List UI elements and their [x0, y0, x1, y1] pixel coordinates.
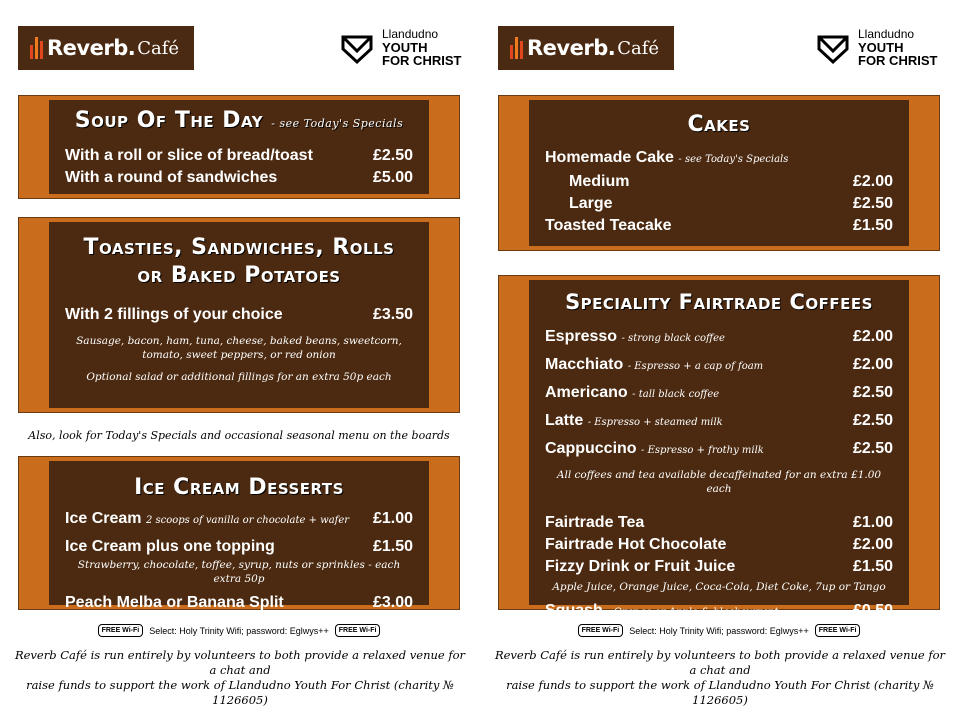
menu-item — [529, 215, 909, 237]
menu-item — [49, 508, 429, 532]
item-price: £1.00 — [852, 514, 893, 531]
icecream-inner — [49, 461, 429, 611]
reverb-cafe-logo — [18, 26, 194, 70]
item-price: £0.50 — [852, 602, 893, 619]
logo-word: Reverb. — [527, 36, 616, 60]
soup-title: Soup Of The Day — [74, 108, 264, 133]
item-name: Cappuccino — [545, 440, 637, 457]
menu-item — [529, 408, 909, 436]
menu-item — [529, 147, 909, 171]
menu-item — [49, 304, 429, 326]
soup-panel — [18, 95, 460, 199]
yfc-line1: Llandudno — [382, 27, 439, 41]
toasties-title-line1: Toasties, Sandwiches, Rolls — [83, 235, 395, 260]
menu-item — [529, 436, 909, 464]
item-price: £2.50 — [852, 195, 893, 212]
item-price: £3.00 — [372, 594, 413, 611]
logo-bars-icon — [510, 37, 523, 59]
item-note: - see Today's Specials — [678, 154, 789, 165]
icecream-panel — [18, 456, 460, 610]
menu-item — [529, 324, 909, 352]
wifi-text: Select: Holy Trinity Wifi; password: Eglwys++ — [149, 625, 329, 636]
wifi-badge-icon: FREE Wi-Fi — [578, 624, 624, 637]
logo-cafe: Café — [617, 37, 660, 59]
footer-line2: raise funds to support the work of Llandudno Youth For Christ (charity № 1126605) — [26, 678, 454, 707]
item-price: £2.00 — [852, 173, 893, 190]
toasties-extra: Optional salad or additional fillings for an extra 50p each — [86, 371, 392, 383]
item-name: With a round of sandwiches — [65, 169, 278, 186]
item-note: - strong black coffee — [621, 333, 725, 344]
icecream-title: Ice Cream Desserts — [134, 475, 344, 500]
toasties-title-line2: or Baked Potatoes — [137, 263, 341, 288]
item-name: Espresso — [545, 328, 618, 345]
item-name: Homemade Cake — [545, 149, 674, 166]
cakes-panel — [498, 95, 940, 251]
item-name: Americano — [545, 384, 628, 401]
yfc-heart-icon — [816, 31, 850, 65]
item-note: - Espresso + frothy milk — [641, 445, 764, 456]
item-note: - Espresso + a cap of foam — [627, 361, 764, 372]
item-price: £2.00 — [852, 356, 893, 373]
item-price: £1.50 — [372, 538, 413, 555]
toasties-inner — [49, 222, 429, 408]
soup-title-line — [49, 108, 429, 133]
specials-note: Also, look for Today's Specials and occasional seasonal menu on the boards — [28, 429, 450, 442]
item-price: £1.50 — [852, 217, 893, 234]
coffees-title: Speciality Fairtrade Coffees — [565, 290, 873, 314]
item-price: £2.50 — [852, 412, 893, 429]
footer-text — [10, 648, 470, 708]
item-note: - Orange or Apple & blackcurrant — [607, 607, 779, 618]
juices-list: Apple Juice, Orange Juice, Coca-Cola, Diet Coke, 7up or Tango — [552, 581, 886, 593]
item-note: - Espresso + steamed milk — [587, 417, 723, 428]
decaf-note: All coffees and tea available decaffeinated for an extra £1.00 each — [556, 469, 882, 495]
reverb-cafe-logo — [498, 26, 674, 70]
coffees-inner — [529, 280, 909, 619]
menu-item — [529, 380, 909, 408]
footer-line1: Reverb Café is run entirely by volunteers to both provide a relaxed venue for a chat and — [494, 648, 946, 677]
menu-item — [49, 536, 429, 558]
item-name: Medium — [569, 173, 630, 190]
item-name: Ice Cream — [65, 510, 142, 527]
item-name: Fairtrade Tea — [545, 514, 645, 531]
menu-item — [529, 193, 909, 215]
item-name: Fizzy Drink or Fruit Juice — [545, 558, 736, 575]
wifi-badge-icon: FREE Wi-Fi — [815, 624, 861, 637]
item-name: Peach Melba or Banana Split — [65, 594, 284, 611]
item-price: £2.50 — [852, 384, 893, 401]
item-price: £3.50 — [372, 306, 413, 323]
logo-bars-icon — [30, 37, 43, 59]
yfc-line3: FOR CHRIST — [858, 53, 938, 68]
menu-item — [529, 534, 909, 556]
item-name: Fairtrade Hot Chocolate — [545, 536, 727, 553]
item-price: £2.00 — [852, 536, 893, 553]
menu-item — [529, 600, 909, 624]
item-price: £1.50 — [852, 558, 893, 575]
menu-item — [529, 556, 909, 578]
wifi-badge-icon: FREE Wi-Fi — [98, 624, 144, 637]
item-price: £1.00 — [372, 510, 413, 527]
footer-text — [490, 648, 950, 708]
yfc-line2: YOUTH — [382, 40, 428, 55]
wifi-info — [498, 624, 940, 637]
right-menu-page — [480, 0, 960, 707]
yfc-logo — [340, 28, 461, 67]
item-name: Ice Cream plus one topping — [65, 538, 275, 555]
yfc-heart-icon — [340, 31, 374, 65]
menu-item — [529, 512, 909, 534]
cakes-title: Cakes — [687, 112, 751, 137]
menu-item — [529, 171, 909, 193]
soup-inner — [49, 100, 429, 194]
footer-line1: Reverb Café is run entirely by volunteers to both provide a relaxed venue for a chat and — [14, 648, 466, 677]
yfc-line1: Llandudno — [858, 27, 915, 41]
yfc-logo — [816, 28, 937, 67]
yfc-line2: YOUTH — [858, 40, 904, 55]
left-menu-page — [0, 0, 480, 707]
yfc-line3: FOR CHRIST — [382, 53, 462, 68]
wifi-info — [18, 624, 460, 637]
footer-line2: raise funds to support the work of Llandudno Youth For Christ (charity № 1126605) — [506, 678, 934, 707]
item-name: With a roll or slice of bread/toast — [65, 147, 313, 164]
soup-note: - see Today's Specials — [271, 117, 404, 130]
item-name: With 2 fillings of your choice — [65, 306, 283, 323]
item-note: - tall black coffee — [632, 389, 720, 400]
menu-item — [49, 592, 429, 614]
menu-item — [49, 145, 429, 167]
item-name: Squash — [545, 602, 603, 619]
logo-cafe: Café — [137, 37, 180, 59]
coffees-panel — [498, 275, 940, 619]
toasties-panel — [18, 217, 460, 413]
item-name: Latte — [545, 412, 584, 429]
item-name: Large — [569, 195, 613, 212]
item-name: Macchiato — [545, 356, 624, 373]
cakes-inner — [529, 100, 909, 246]
item-price: £2.50 — [852, 440, 893, 457]
logo-word: Reverb. — [47, 36, 136, 60]
item-price: £5.00 — [372, 169, 413, 186]
item-note: 2 scoops of vanilla or chocolate + wafer — [145, 515, 350, 526]
wifi-text: Select: Holy Trinity Wifi; password: Eglwys++ — [629, 625, 809, 636]
icecream-toppings: Strawberry, chocolate, toffee, syrup, nuts or sprinkles - each extra 50p — [77, 559, 401, 585]
toasties-title — [49, 234, 429, 290]
wifi-badge-icon: FREE Wi-Fi — [335, 624, 381, 637]
menu-item — [529, 352, 909, 380]
toasties-fillings: Sausage, bacon, ham, tuna, cheese, baked beans, sweetcorn, tomato, sweet peppers, or red onion — [76, 335, 402, 361]
menu-item — [49, 167, 429, 189]
item-name: Toasted Teacake — [545, 217, 672, 234]
item-price: £2.50 — [372, 147, 413, 164]
item-price: £2.00 — [852, 328, 893, 345]
